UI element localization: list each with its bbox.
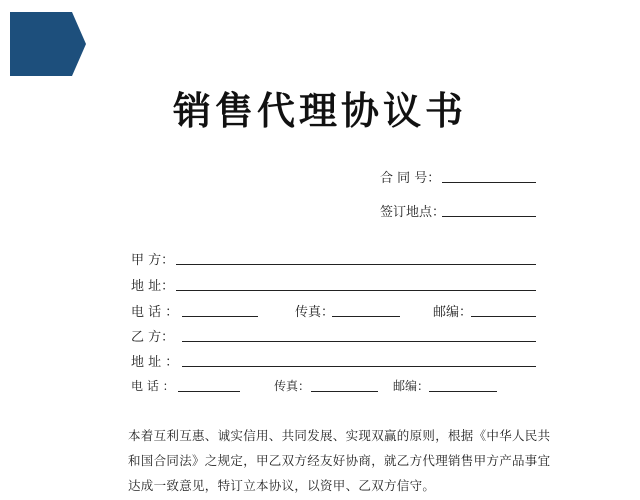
paragraph-line-3: 达成一致意见，特订立本协议，以资甲、乙双方信守。 (128, 478, 436, 493)
document-title: 销售代理协议书 (172, 89, 467, 133)
party-b-fax-label: 传真： (274, 379, 311, 393)
party-b-address-label: 地 址 ： (131, 355, 179, 370)
paragraph-line-1: 本着互利互惠、诚实信用、共同发展、实现双赢的原则，根据《中华人民共 (128, 428, 551, 443)
party-a-address-line[interactable] (176, 290, 536, 291)
party-a-phone-label: 电 话 ： (131, 305, 179, 320)
party-b-postcode-label: 邮编： (393, 379, 430, 393)
paragraph-line-2: 和国合同法》之规定，甲乙双方经友好协商，就乙方代理销售甲方产品事宜 (128, 453, 551, 468)
party-a-line[interactable] (176, 264, 536, 265)
sign-place-label: 签订地点： (380, 205, 446, 220)
agreement-paragraph (128, 423, 551, 498)
party-b-fax-line[interactable] (311, 391, 378, 392)
party-b-phone-label: 电 话 ： (131, 379, 175, 393)
party-b-address-line[interactable] (182, 366, 536, 367)
corner-badge-icon (10, 12, 86, 76)
party-b-label: 乙 方： (131, 330, 175, 345)
party-b-line[interactable] (182, 341, 536, 342)
sign-place-line[interactable] (442, 216, 536, 217)
party-a-postcode-label: 邮编： (433, 305, 473, 320)
contract-number-label: 合 同 号： (380, 171, 441, 186)
party-a-postcode-line[interactable] (471, 316, 536, 317)
party-a-fax-label: 传真： (295, 305, 335, 320)
contract-number-line[interactable] (442, 182, 536, 183)
party-b-phone-line[interactable] (178, 391, 240, 392)
party-a-label: 甲 方： (131, 253, 175, 268)
party-b-postcode-line[interactable] (429, 391, 497, 392)
party-a-address-label: 地 址： (131, 279, 175, 294)
party-a-phone-line[interactable] (182, 316, 258, 317)
party-a-fax-line[interactable] (332, 316, 400, 317)
